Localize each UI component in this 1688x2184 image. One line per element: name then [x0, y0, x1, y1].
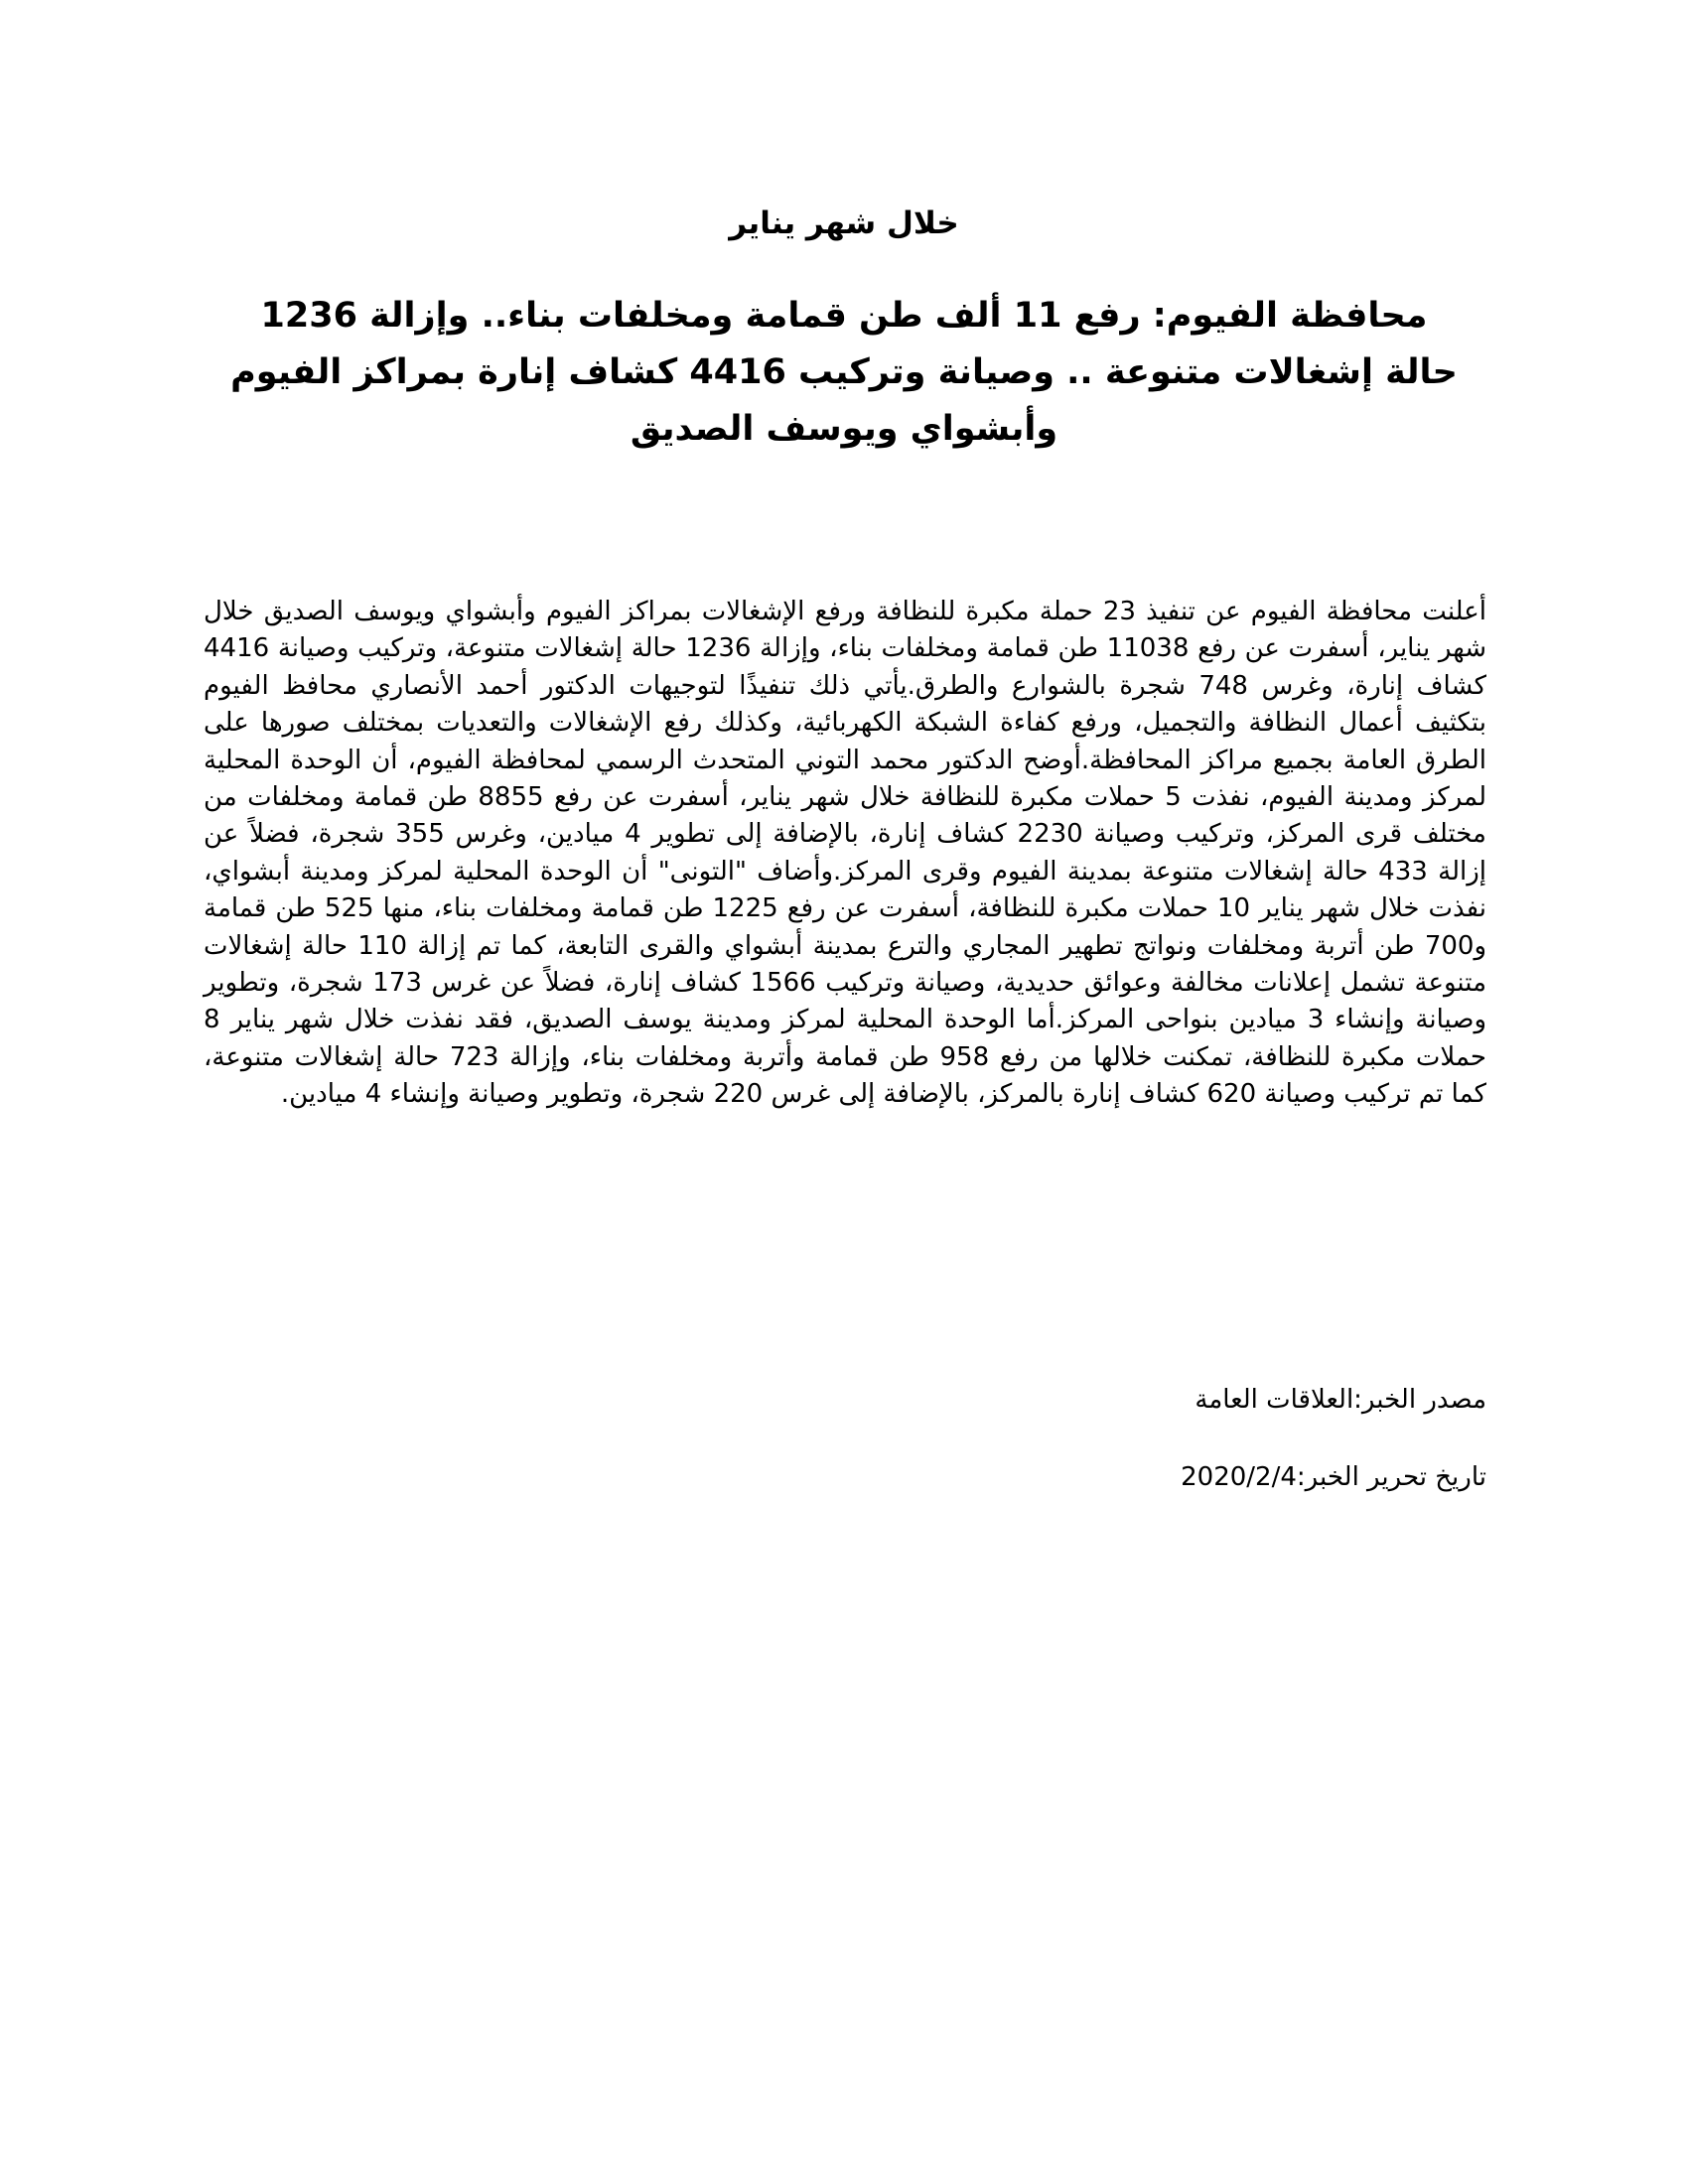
article-body: أعلنت محافظة الفيوم عن تنفيذ 23 حملة مكبرة للنظافة ورفع الإشغالات بمراكز الفيوم وأبشواي ويوسف الصديق خلال شهر يناير، أسفرت عن رفع 11038 طن قمامة ومخلفات بناء، وإزالة 1236 حالة إشغالات متنوعة، وتركيب وصيانة 4416 كشاف إنارة، وغرس 748 شجرة بالشوارع والطرق.يأتي ذلك تنفيذًا لتوجيهات الدكتور أحمد الأنصاري محافظ الفيوم بتكثيف أعمال النظافة والتجميل، ورفع كفاءة الشبكة الكهربائية، وكذلك رفع الإشغالات والتعديات بمختلف صورها على الطرق العامة بجميع مراكز المحافظة.أوضح الدكتور محمد التوني المتحدث الرسمي لمحافظة الفيوم، أن الوحدة المحلية لمركز ومدينة الفيوم، نفذت 5 حملات مكبرة للنظافة خلال شهر يناير، أسفرت عن رفع 8855 طن قمامة ومخلفات من مختلف قرى المركز، وتركيب وصيانة 2230 كشاف إنارة، بالإضافة إلى تطوير 4 ميادين، وغرس 355 شجرة، فضلاً عن إزالة 433 حالة إشغالات متنوعة بمدينة الفيوم وقرى المركز.وأضاف "التونى" أن الوحدة المحلية لمركز ومدينة أبشواي، نفذت خلال شهر يناير 10 حملات مكبرة للنظافة، أسفرت عن رفع 1225 طن قمامة ومخلفات بناء، منها 525 طن قمامة و700 طن أتربة ومخلفات ونواتج تطهير المجاري والترع بمدينة أبشواي والقرى التابعة، كما تم إزالة 110 حالة إشغالات متنوعة تشمل إعلانات مخالفة وعوائق حديدية، وصيانة وتركيب 1566 كشاف إنارة، فضلاً عن غرس 173 شجرة، وتطوير وصيانة وإنشاء 3 ميادين بنواحى المركز.أما الوحدة المحلية لمركز ومدينة يوسف الصديق، فقد نفذت خلال شهر يناير 8 حملات مكبرة للنظافة، تمكنت خلالها من رفع 958 طن قمامة وأتربة ومخلفات بناء، وإزالة 723 حالة إشغالات متنوعة، كما تم تركيب وصيانة 620 كشاف إنارة بالمركز، بالإضافة إلى غرس 220 شجرة، وتطوير وصيانة وإنشاء 4 ميادين.: [204, 597, 1487, 1110]
news-source: مصدر الخبر:العلاقات العامة: [1195, 1385, 1486, 1415]
kicker-heading: خلال شهر يناير: [729, 205, 959, 241]
headline: محافظة الفيوم: رفع 11 ألف طن قمامة ومخلفات بناء.. وإزالة 1236 حالة إشغالات متنوعة .. وصيانة وتركيب 4416 كشاف إنارة بمراكز الفيوم وأبشواي ويوسف الصديق: [230, 296, 1458, 449]
edit-date: تاريخ تحرير الخبر:2020/2/4: [1181, 1462, 1486, 1492]
